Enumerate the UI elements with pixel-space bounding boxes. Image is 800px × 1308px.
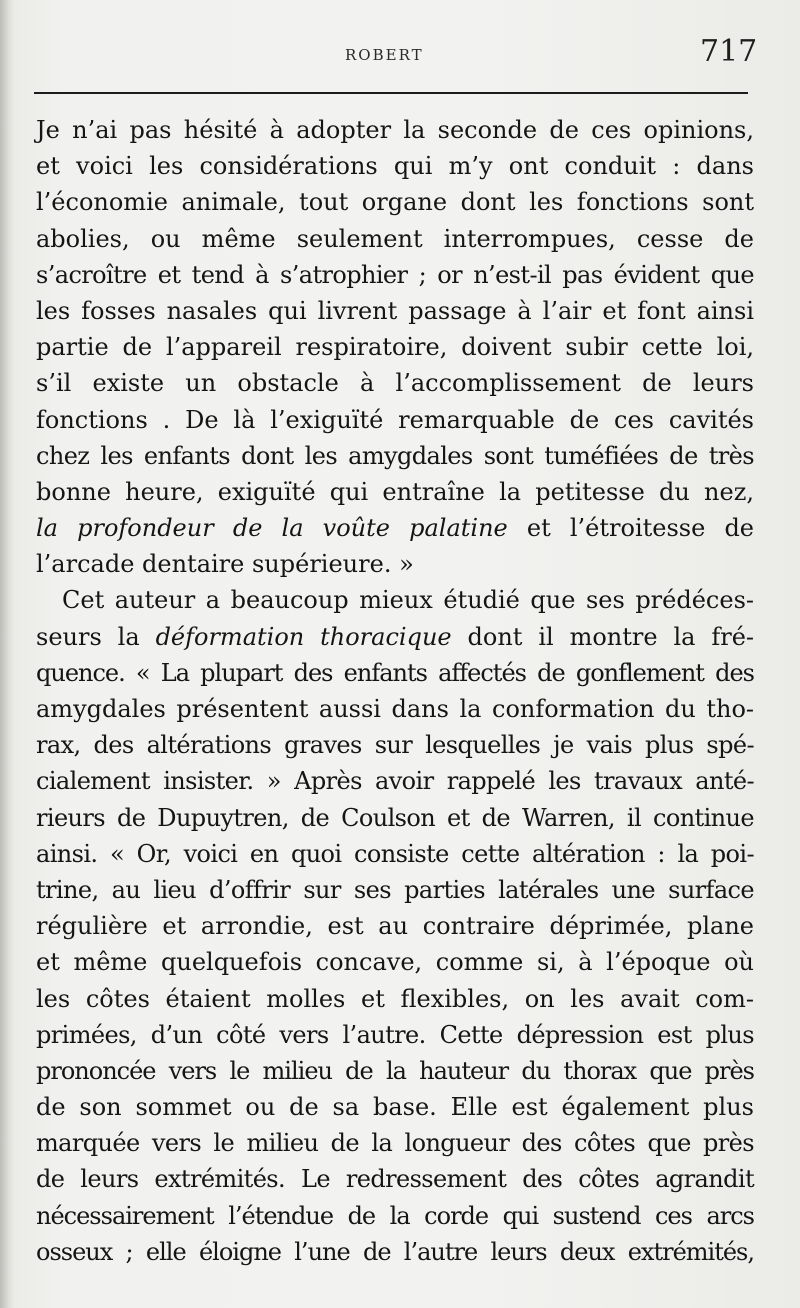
line-pre: seurs la xyxy=(36,622,156,651)
text-line-with-italic xyxy=(36,510,754,546)
running-head-title: ROBERT xyxy=(345,46,424,64)
text-line: de son sommet ou de sa base. Elle est également plus xyxy=(36,1093,754,1122)
paragraph-last-line: l’arcade dentaire supérieure. » xyxy=(36,550,414,579)
text-line: amygdales présentent aussi dans la conformation du tho- xyxy=(36,695,754,723)
header-rule xyxy=(34,92,748,94)
italic-phrase: déformation thoracique xyxy=(155,622,452,651)
text-line: partie de l’appareil respiratoire, doivent subir cette loi, xyxy=(36,333,754,362)
page-gutter-shadow xyxy=(0,0,14,1308)
paragraph-first-line: Cet auteur a beaucoup mieux étudié que ses prédéces- xyxy=(62,586,754,615)
text-line: rieurs de Dupuytren, de Coulson et de Warren, il continue xyxy=(36,803,754,832)
text-line: de leurs extrémités. Le redressement des côtes agrandit xyxy=(36,1165,754,1194)
text-line: et même quelquefois concave, comme si, à l’époque où xyxy=(36,948,754,977)
line-rest: dont il montre la fré- xyxy=(451,622,755,651)
text-line: Je n’ai pas hésité à adopter la seconde de ces opinions, xyxy=(36,116,754,144)
text-line: bonne heure, exiguïté qui entraîne la petitesse du nez, xyxy=(36,477,754,506)
page-number: 717 xyxy=(700,34,758,69)
text-line: abolies, ou même seulement interrompues, cesse de xyxy=(36,224,754,253)
text-line: rax, des altérations graves sur lesquelles je vais plus spé- xyxy=(36,731,754,760)
body-text xyxy=(36,112,754,1270)
text-line: les fosses nasales qui livrent passage à l’air et font ainsi xyxy=(36,296,754,325)
text-line: primées, d’un côté vers l’autre. Cette dépression est plus xyxy=(36,1020,754,1049)
text-line: et voici les considérations qui m’y ont conduit : dans xyxy=(36,152,754,181)
text-line: nécessairement l’étendue de la corde qui sustend ces arcs xyxy=(36,1201,754,1230)
text-line-with-italic xyxy=(36,619,754,655)
text-line: fonctions . De là l’exiguïté remarquable de ces cavités xyxy=(36,405,754,434)
text-line: marquée vers le milieu de la longueur des côtes que près xyxy=(36,1129,754,1158)
text-line: chez les enfants dont les amygdales sont tuméfiées de très xyxy=(36,441,754,470)
text-line: les côtes étaient molles et flexibles, on les avait com- xyxy=(36,984,754,1013)
text-line: régulière et arrondie, est au contraire déprimée, plane xyxy=(36,912,754,941)
text-line: prononcée vers le milieu de la hauteur du thorax que près xyxy=(36,1056,754,1085)
text-line: l’économie animale, tout organe dont les fonctions sont xyxy=(36,188,754,217)
text-line: cialement insister. » Après avoir rappelé les travaux anté- xyxy=(36,767,754,796)
italic-phrase: la profondeur de la voûte palatine xyxy=(36,514,508,543)
text-line: s’il existe un obstacle à l’accomplissement de leurs xyxy=(36,369,754,398)
text-line: trine, au lieu d’offrir sur ses parties latérales une surface xyxy=(36,875,754,904)
text-line: ainsi. « Or, voici en quoi consiste cette altération : la poi- xyxy=(36,839,754,868)
text-line: quence. « La plupart des enfants affectés de gonflement des xyxy=(36,658,754,687)
line-rest: et l’étroitesse de xyxy=(507,514,755,543)
text-line: osseux ; elle éloigne l’une de l’autre leurs deux extrémités, xyxy=(36,1237,754,1266)
text-line: s’acroître et tend à s’atrophier ; or n’est-il pas évident que xyxy=(36,260,754,289)
